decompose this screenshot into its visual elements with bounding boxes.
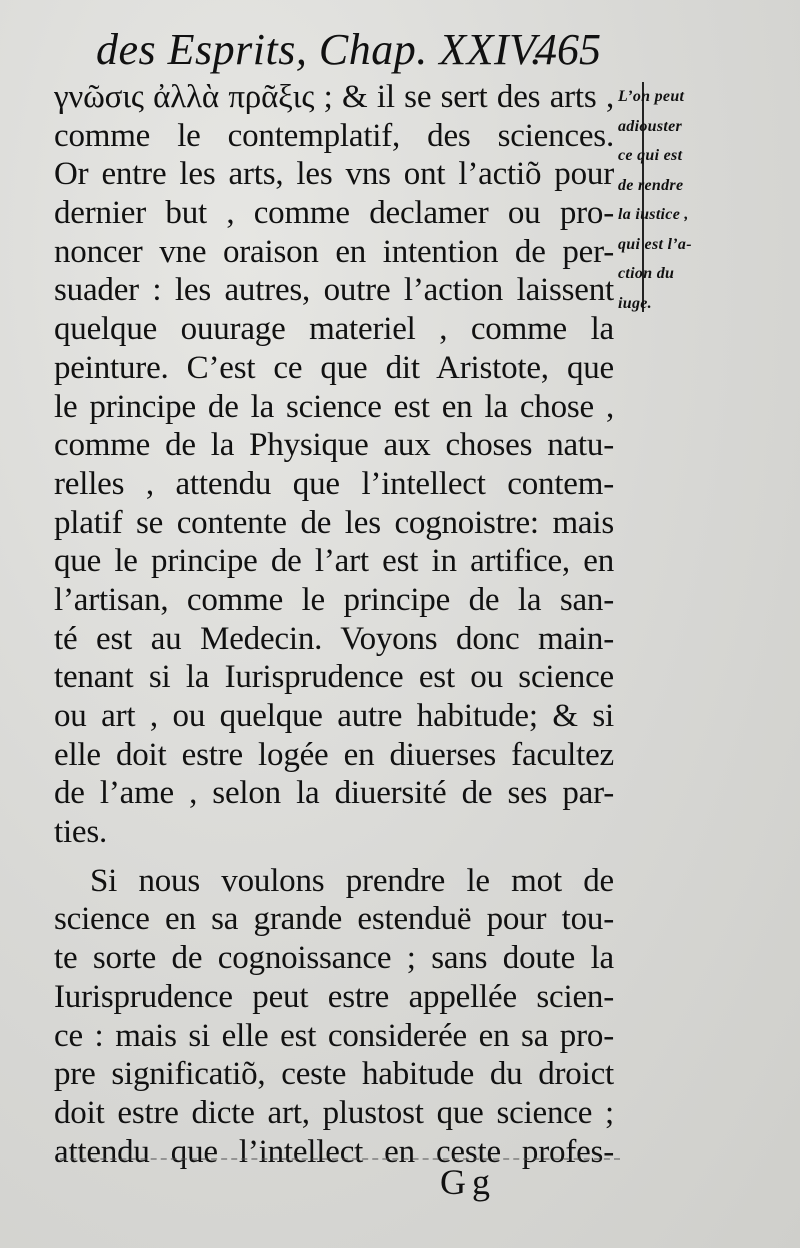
page-number: 465 [535,25,601,74]
text-line: peinture. C’est ce que dit Aristote, que [54,349,614,386]
main-text-block [54,78,614,1171]
text-line: Si nous voulons prendre le mot de [90,862,614,899]
text-line: attendu que l’intellect en ceste profes- [54,1133,614,1170]
text-line: té est au Medecin. Voyons donc main- [54,620,614,657]
margin-note-line: la iustice , [618,206,689,223]
text-line: relles , attendu que l’intellect contem- [54,465,614,502]
bottom-rule [60,1158,620,1162]
text-line: ties. [54,814,108,851]
margin-note-line: ce qui est [618,147,683,164]
text-line: elle doit estre logée en diuerses facultez [54,736,614,773]
text-line: tenant si la Iurisprudence est ou science [54,659,614,696]
signature-mark: Gg [440,1162,496,1202]
text-line: dernier but , comme declamer ou pro- [54,195,614,232]
margin-note-line: iuge. [618,294,652,312]
text-line: γνῶσις ἀλλὰ πρᾶξις ; & il se sert des arts , [54,79,614,115]
text-line: quelque ouurage materiel , comme la [54,311,614,348]
text-line: doit estre dicte art, plustost que science ; [54,1094,614,1131]
text-line: Iurisprudence peut estre appellée scien- [54,978,614,1015]
text-line: platif se contente de les cognoistre: mais [54,504,614,541]
margin-note-line: L’on peut [618,88,685,105]
text-line: Or entre les arts, les vns ont l’actiõ pour [54,156,614,193]
margin-note-line: qui est l’a- [618,235,692,253]
text-line: comme de la Physique aux choses natu- [54,427,614,464]
text-line: comme le contemplatif, des sciences. [54,117,614,154]
paragraph-gap [54,852,614,862]
text-line: suader : les autres, outre l’action laissent [54,272,614,309]
text-line: pre significatiõ, ceste habitude du droict [54,1056,614,1093]
text-line: le principe de la science est en la chose , [54,388,614,425]
text-line: que le principe de l’art est in artifice, en [54,543,614,580]
margin-note [618,82,738,318]
margin-note-line: de rendre [618,176,684,194]
margin-note-line: ction du [618,265,675,282]
text-line: l’artisan, comme le principe de la san- [54,581,614,618]
text-line: ou art , ou quelque autre habitude; & si [54,698,614,734]
text-line: te sorte de cognoissance ; sans doute la [54,940,614,977]
text-line: noncer vne oraison en intention de per- [54,233,614,270]
margin-note-line: adiouster [618,117,683,135]
text-line: de l’ame , selon la diuersité de ses par- [54,775,614,812]
text-line: ce : mais si elle est considerée en sa pro- [54,1017,614,1054]
text-line: science en sa grande estenduë pour tou- [54,901,614,938]
running-title: des Esprits, Chap. XXIV. [96,25,543,74]
